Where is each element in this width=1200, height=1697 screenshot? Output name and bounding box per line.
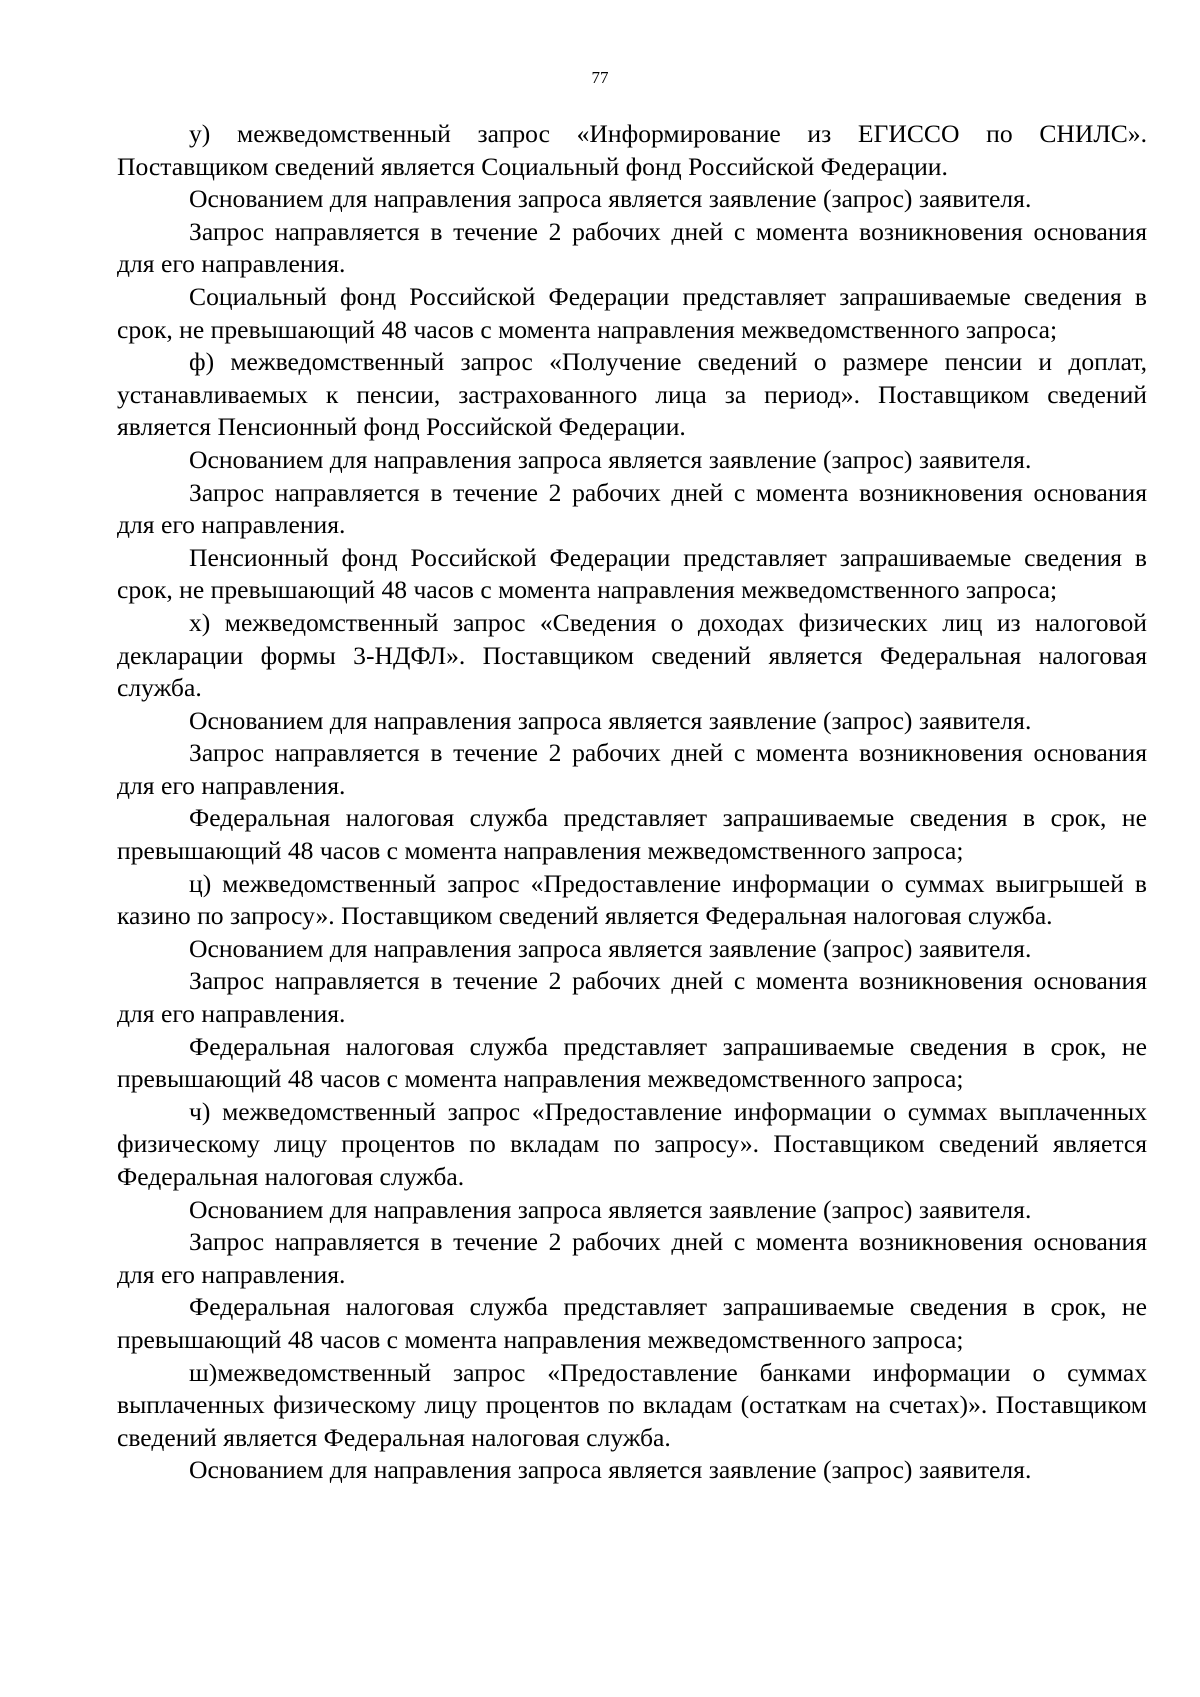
- paragraph-response-term: Социальный фонд Российской Федерации представляет запрашиваемые сведения в срок, не превышающий 48 часов с момента направления межведомственного запроса;: [117, 281, 1147, 344]
- paragraph-basis: Основанием для направления запроса является заявление (запрос) заявителя.: [189, 1455, 1032, 1485]
- paragraph-basis: Основанием для направления запроса является заявление (запрос) заявителя.: [189, 184, 1032, 214]
- paragraph-item-ts: ц) межведомственный запрос «Предоставление информации о суммах выигрышей в казино по запросу». Поставщиком сведений является Федеральная налоговая служба.: [117, 868, 1147, 931]
- paragraph-basis: Основанием для направления запроса является заявление (запрос) заявителя.: [189, 933, 1032, 963]
- paragraph-deadline: Запрос направляется в течение 2 рабочих дней с момента возникновения основания для его направления.: [117, 966, 1147, 1029]
- paragraph-item-u: у) межведомственный запрос «Информирование из ЕГИССО по СНИЛС». Поставщиком сведений является Социальный фонд Российской Федерации.: [117, 119, 1147, 181]
- paragraph-basis: Основанием для направления запроса является заявление (запрос) заявителя.: [189, 705, 1032, 735]
- document-body: [117, 118, 1147, 1487]
- paragraph-item-sh: ш)межведомственный запрос «Предоставление банками информации о суммах выплаченных физическому лицу процентов по вкладам (остаткам на счетах)». Поставщиком сведений является Федеральная налоговая служба.: [117, 1357, 1147, 1452]
- paragraph-response-term: Федеральная налоговая служба представляет запрашиваемые сведения в срок, не превышающий 48 часов с момента направления межведомственного запроса;: [117, 1292, 1147, 1354]
- paragraph-basis: Основанием для направления запроса является заявление (запрос) заявителя.: [189, 1194, 1032, 1224]
- paragraph-deadline: Запрос направляется в течение 2 рабочих дней с момента возникновения основания для его направления.: [117, 738, 1147, 800]
- paragraph-response-term: Пенсионный фонд Российской Федерации представляет запрашиваемые сведения в срок, не превышающий 48 часов с момента направления межведомственного запроса;: [117, 542, 1147, 605]
- page-number: 77: [591, 68, 609, 87]
- paragraph-deadline: Запрос направляется в течение 2 рабочих дней с момента возникновения основания для его направления.: [117, 216, 1147, 279]
- paragraph-item-kh: х) межведомственный запрос «Сведения о доходах физических лиц из налоговой декларации формы 3-НДФЛ». Поставщиком сведений является Федеральная налоговая служба.: [117, 607, 1147, 703]
- paragraph-deadline: Запрос направляется в течение 2 рабочих дней с момента возникновения основания для его направления.: [117, 477, 1147, 540]
- paragraph-deadline: Запрос направляется в течение 2 рабочих дней с момента возникновения основания для его направления.: [117, 1227, 1147, 1289]
- paragraph-response-term: Федеральная налоговая служба представляет запрашиваемые сведения в срок, не превышающий 48 часов с момента направления межведомственного запроса;: [117, 1031, 1147, 1094]
- paragraph-basis: Основанием для направления запроса является заявление (запрос) заявителя.: [189, 444, 1032, 474]
- paragraph-item-ch: ч) межведомственный запрос «Предоставление информации о суммах выплаченных физическому лицу процентов по вкладам по запросу». Поставщиком сведений является Федеральная налоговая служба.: [117, 1096, 1147, 1191]
- paragraph-response-term: Федеральная налоговая служба представляет запрашиваемые сведения в срок, не превышающий 48 часов с момента направления межведомственного запроса;: [117, 803, 1147, 866]
- paragraph-item-f: ф) межведомственный запрос «Получение сведений о размере пенсии и доплат, устанавливаемых к пенсии, застрахованного лица за период». Поставщиком сведений является Пенсионный фонд Российской Федерации.: [117, 347, 1147, 442]
